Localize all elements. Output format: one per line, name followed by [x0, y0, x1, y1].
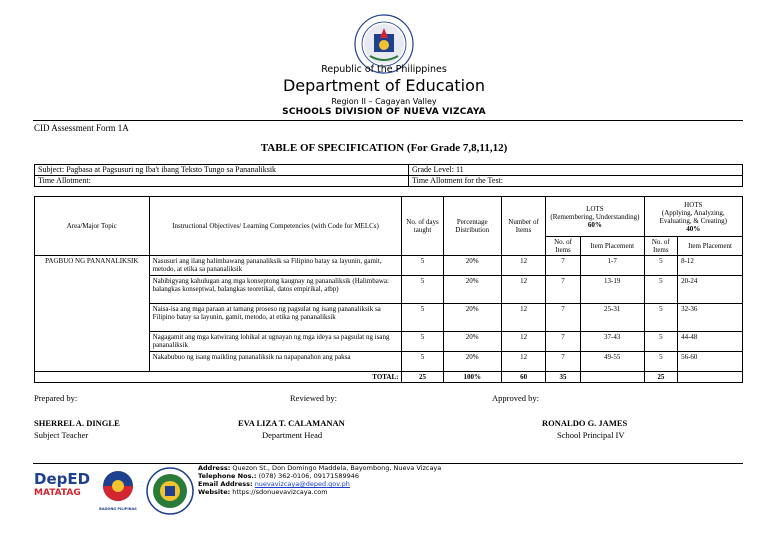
hots-placement-cell: 20-24 — [678, 276, 743, 304]
hots-placement-cell: 8-12 — [678, 256, 743, 276]
hots-items-cell: 5 — [644, 332, 678, 352]
items-cell: 12 — [501, 352, 545, 372]
email-link[interactable]: nuevavizcaya@deped.gov.ph — [254, 480, 350, 488]
reviewed-name: EVA LIZA T. CALAMANAN — [238, 418, 345, 428]
lots-items-cell: 7 — [546, 304, 581, 332]
deped-wordmark: DepED — [34, 470, 91, 488]
hots-items-cell: 5 — [644, 304, 678, 332]
bagong-pilipinas-sun-icon — [101, 470, 135, 502]
phone-value: (078) 362-0106, 09171589946 — [258, 472, 360, 480]
col-lots-placement: Item Placement — [580, 237, 644, 256]
days-cell: 5 — [402, 256, 443, 276]
page-title: TABLE OF SPECIFICATION (For Grade 7,8,11,12) — [260, 142, 508, 154]
footer-contact — [198, 464, 441, 496]
total-hots: 25 — [644, 372, 678, 383]
time-test-cell: Time Allotment for the Test: — [409, 176, 743, 187]
items-cell: 12 — [501, 276, 545, 304]
republic-label: Republic of the Philippines — [321, 64, 447, 75]
department-title: Department of Education — [282, 76, 486, 95]
col-items: Number of Items — [501, 197, 545, 256]
website-link[interactable]: https://sdonuevavizcaya.com — [232, 488, 328, 496]
prepared-title: Subject Teacher — [34, 430, 89, 440]
deped-matatag-logo — [34, 470, 90, 510]
days-cell: 5 — [402, 352, 443, 372]
subject-cell: Subject: Pagbasa at Pagsusuri ng Iba't ibang Teksto Tungo sa Pananaliksik — [35, 165, 409, 176]
total-lots-placement — [580, 372, 644, 383]
percent-cell: 20% — [443, 256, 501, 276]
days-cell: 5 — [402, 304, 443, 332]
col-hots — [644, 197, 742, 237]
items-cell: 12 — [501, 256, 545, 276]
website-label: Website: — [198, 488, 231, 496]
percent-cell: 20% — [443, 304, 501, 332]
totals-row — [35, 372, 743, 383]
total-days: 25 — [402, 372, 443, 383]
objective-cell: Naisa-isa ang mga paraan at tamang proseso ng pagsulat ng isang pananaliksik sa Filipino batay sa layunin, gamit, metodo, at etika ng pananaliksik — [149, 304, 402, 332]
col-lots-no-items: No. of Items — [546, 237, 581, 256]
objective-cell: Nakabubuo ng isang maikling pananaliksik na napapanahon ang paksa — [149, 352, 402, 372]
col-days: No. of days taught — [402, 197, 443, 256]
lots-placement-cell: 1-7 — [580, 256, 644, 276]
table-row — [35, 256, 743, 276]
lots-label: LOTS — [586, 204, 604, 213]
total-percent: 100% — [443, 372, 501, 383]
total-lots: 35 — [546, 372, 581, 383]
division-seal-logo — [146, 467, 194, 515]
days-cell: 5 — [402, 276, 443, 304]
total-label: TOTAL: — [35, 372, 402, 383]
hots-placement-cell: 56-60 — [678, 352, 743, 372]
days-cell: 5 — [402, 332, 443, 352]
form-label: CID Assessment Form 1A — [34, 123, 129, 133]
time-allotment-cell: Time Allotment: — [35, 176, 409, 187]
percent-cell: 20% — [443, 332, 501, 352]
address-label: Address: — [198, 464, 231, 472]
reviewed-title: Department Head — [262, 430, 323, 440]
hots-label: HOTS — [684, 200, 703, 209]
lots-placement-cell: 37-43 — [580, 332, 644, 352]
lots-items-cell: 7 — [546, 352, 581, 372]
bagong-pilipinas-logo — [96, 470, 140, 512]
region-label: Region II – Cagayan Valley — [331, 97, 437, 106]
address-value: Quezon St., Don Domingo Maddela, Bayombong, Nueva Vizcaya — [232, 464, 442, 472]
col-objectives: Instructional Objectives/ Learning Competencies (with Code for MELCs) — [149, 197, 402, 256]
header-divider — [33, 120, 743, 121]
hots-items-cell: 5 — [644, 352, 678, 372]
lots-placement-cell: 25-31 — [580, 304, 644, 332]
col-hots-placement: Item Placement — [678, 237, 743, 256]
matatag-wordmark: MATATAG — [34, 488, 81, 498]
hots-items-cell: 5 — [644, 256, 678, 276]
subject-info-table — [34, 164, 743, 187]
phone-label: Telephone Nos.: — [198, 472, 257, 480]
items-cell: 12 — [501, 304, 545, 332]
hots-items-cell: 5 — [644, 276, 678, 304]
division-label: SCHOOLS DIVISION OF NUEVA VIZCAYA — [282, 107, 486, 117]
col-hots-no-items: No. of Items — [644, 237, 678, 256]
lots-items-cell: 7 — [546, 256, 581, 276]
approved-name: RONALDO G. JAMES — [542, 418, 628, 428]
hots-pct: 40% — [686, 224, 701, 233]
objective-cell: Nabibigyang kahulugan ang mga konseptong kaugnay ng pananaliksik (Halimbawa: balangkas konseptwal, balangkas teoretikal, datos empirikal, atbp) — [149, 276, 402, 304]
lots-sub: (Remembering, Understanding) — [550, 212, 640, 221]
col-area: Area/Major Topic — [35, 197, 150, 256]
objective-cell: Nagagamit ang mga katwirang lohikal at ugnayan ng mga ideya sa pagsulat ng isang pananaliksik — [149, 332, 402, 352]
reviewed-label: Reviewed by: — [290, 393, 337, 403]
col-percent: Percentage Distribution — [443, 197, 501, 256]
lots-placement-cell: 13-19 — [580, 276, 644, 304]
approved-title: School Principal IV — [557, 430, 625, 440]
total-hots-placement — [678, 372, 743, 383]
approved-label: Approved by: — [492, 393, 539, 403]
objective-cell: Nasusuri ang ilang halimbawang pananaliksik sa Filipino batay sa layunin, gamit, metodo, at etika sa pananaliksik — [149, 256, 402, 276]
hots-placement-cell: 32-36 — [678, 304, 743, 332]
grade-cell: Grade Level: 11 — [409, 165, 743, 176]
total-items: 60 — [501, 372, 545, 383]
col-lots — [546, 197, 644, 237]
prepared-label: Prepared by: — [34, 393, 78, 403]
hots-sub: (Applying, Analyzing, Evaluating, & Creating) — [659, 208, 728, 225]
items-cell: 12 — [501, 332, 545, 352]
percent-cell: 20% — [443, 276, 501, 304]
bagong-pilipinas-label: BAGONG PILIPINAS — [99, 507, 137, 511]
lots-placement-cell: 49-55 — [580, 352, 644, 372]
prepared-name: SHERREL A. DINGLE — [34, 418, 120, 428]
lots-items-cell: 7 — [546, 276, 581, 304]
area-topic-cell: PAGBUO NG PANANALIKSIK — [35, 256, 150, 372]
hots-placement-cell: 44-48 — [678, 332, 743, 352]
specification-table — [34, 196, 743, 383]
email-label: Email Address: — [198, 480, 253, 488]
percent-cell: 20% — [443, 352, 501, 372]
lots-items-cell: 7 — [546, 332, 581, 352]
lots-pct: 60% — [587, 220, 602, 229]
